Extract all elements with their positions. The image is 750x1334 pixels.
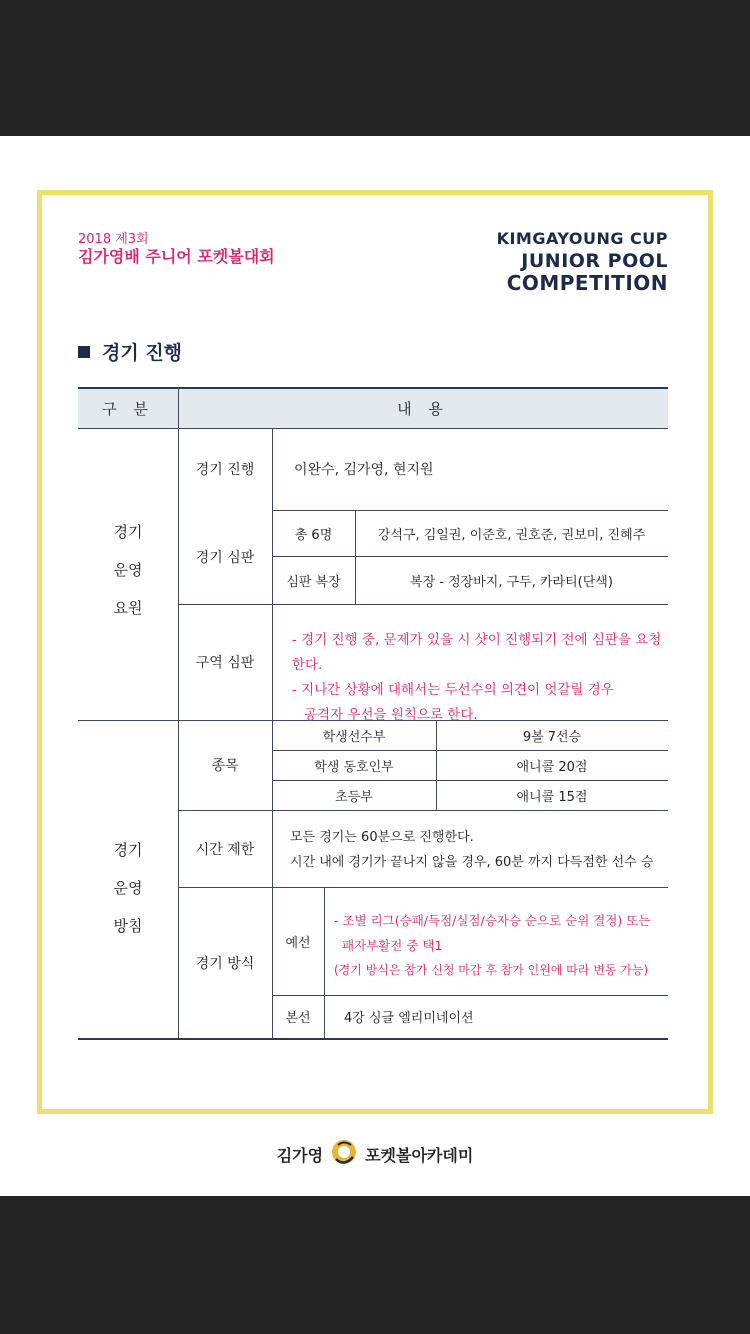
- prelim-label: 예선: [285, 935, 311, 951]
- group-label-line: 운영: [113, 879, 143, 897]
- group-label-line: 요원: [113, 599, 143, 617]
- section-heading: [78, 338, 182, 365]
- event-rule-cell: 애니콜 20점: [516, 759, 588, 775]
- note-line: - 경기 진행 중, 문제가 있을 시 샷이 진행되기 전에 심판을 요청한다.: [292, 632, 662, 673]
- row-label-time-limit: 시간 제한: [195, 841, 255, 858]
- footer-brand-right: 포켓볼아카데미: [365, 1145, 474, 1165]
- event-name: 김가영배 주니어 포켓볼대회: [78, 247, 275, 266]
- square-bullet-icon: [78, 346, 90, 358]
- note-line: 공격자 우선을 원칙으로 한다.: [304, 707, 478, 723]
- zone-referee-notes: [292, 628, 668, 728]
- group-label-line: 운영: [113, 561, 143, 579]
- time-limit-line: 모든 경기는 60분으로 진행한다.: [290, 830, 474, 845]
- event-name-cell: 학생 동호인부: [314, 759, 394, 775]
- prelim-description: [334, 908, 668, 983]
- table-bottom-border: [78, 1038, 668, 1040]
- row-label-events: 종목: [211, 758, 239, 774]
- event-name-cell: 초등부: [335, 789, 373, 805]
- cue-ball-logo-icon: [329, 1137, 359, 1171]
- final-format: 4강 싱글 엘리미네이션: [344, 1011, 474, 1026]
- event-rule-cell: 애니콜 15점: [516, 789, 588, 805]
- section-title: 경기 진행: [102, 342, 183, 364]
- referee-count: 총 6명: [294, 527, 333, 543]
- time-limit-text: [290, 825, 668, 875]
- row-label-zone-referee: 구역 심판: [195, 655, 255, 671]
- top-dark-bar: [0, 0, 750, 136]
- group-label-line: 경기: [113, 523, 143, 541]
- column-divider: [324, 887, 325, 1038]
- english-title-line-1: KIMGAYOUNG CUP: [496, 229, 668, 248]
- prelim-line: (경기 방식은 참가 신청 마감 후 참가 인원에 따라 변동 가능): [334, 963, 649, 977]
- english-title-line-3: COMPETITION: [506, 271, 668, 295]
- group-label-line: 경기: [113, 841, 143, 859]
- row-label-format: 경기 방식: [195, 955, 255, 972]
- note-line: - 지나간 상황에 대해서는 두선수의 의견이 엇갈릴 경우: [292, 682, 614, 698]
- progress-staff-names: 이완수, 김가영, 현지원: [294, 462, 434, 478]
- event-year: 2018 제3회: [78, 232, 149, 247]
- english-title-line-2: JUNIOR POOL: [521, 250, 668, 272]
- group-label-line: 방침: [113, 917, 143, 935]
- row-label-progress: 경기 진행: [195, 462, 255, 478]
- header-category: 구 분: [102, 399, 154, 418]
- referee-dress-label: 심판 복장: [286, 574, 341, 590]
- group-label-staff: [78, 510, 178, 630]
- referee-dress-code: 복장 - 정장바지, 구두, 카라티(단색): [410, 574, 613, 590]
- footer-brand-left: 김가영: [276, 1145, 324, 1165]
- prelim-line: 패자부활전 중 택1: [342, 938, 443, 953]
- header-content: 내 용: [397, 399, 449, 418]
- footer-brand: [0, 1132, 750, 1176]
- table-top-border: [78, 387, 668, 389]
- group-label-policy: [78, 828, 178, 948]
- referee-names: 강석구, 김일권, 이준호, 권호준, 권보미, 진혜주: [377, 527, 646, 543]
- final-label: 본선: [285, 1011, 311, 1026]
- event-name-cell: 학생선수부: [322, 729, 386, 745]
- event-rule-cell: 9볼 7선승: [522, 729, 582, 745]
- row-label-referee: 경기 심판: [195, 550, 255, 566]
- bottom-dark-bar: [0, 1196, 750, 1334]
- english-title: [497, 228, 668, 294]
- prelim-line: - 조별 리그(승패/득점/실점/승자승 순으로 순위 결정) 또는: [334, 913, 651, 928]
- time-limit-line: 시간 내에 경기가 끝나지 않을 경우, 60분 까지 다득점한 선수 승: [290, 855, 654, 870]
